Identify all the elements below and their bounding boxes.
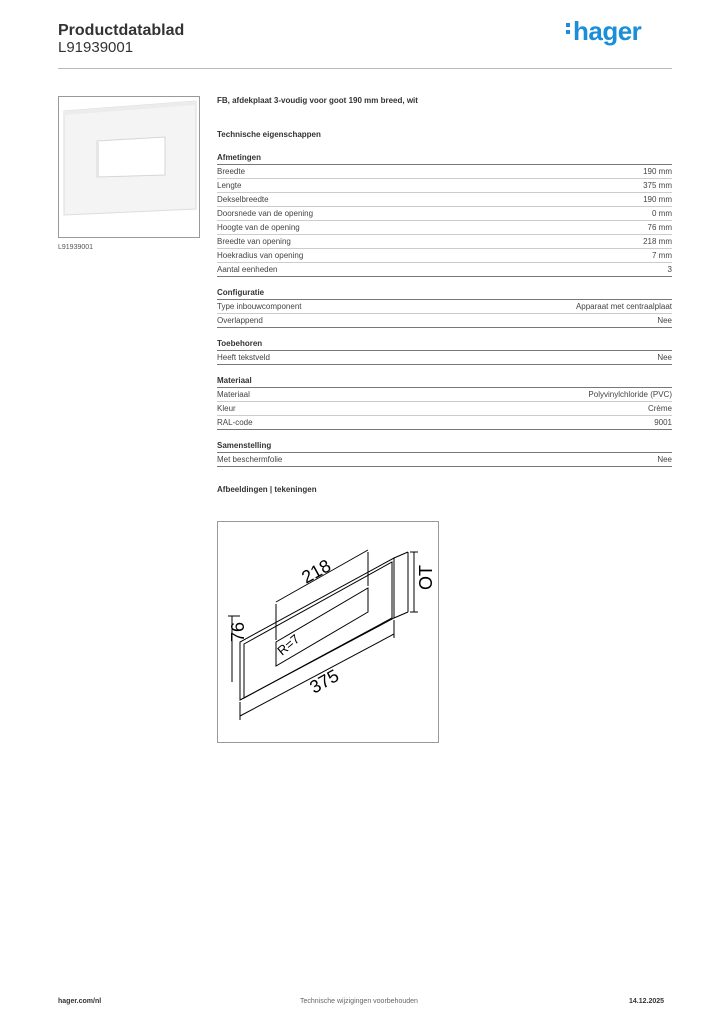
spec-row	[217, 388, 672, 402]
spec-label: Breedte van opening	[217, 237, 291, 246]
technical-drawing	[217, 521, 439, 743]
spec-value: Polyvinylchloride (PVC)	[588, 390, 672, 399]
spec-label: Lengte	[217, 181, 242, 190]
spec-label: Heeft tekstveld	[217, 353, 270, 362]
spec-section	[217, 287, 672, 328]
spec-value: 7 mm	[652, 251, 672, 260]
spec-label: Dekselbreedte	[217, 195, 269, 204]
dim-ot-label: OT	[416, 565, 436, 590]
spec-row	[217, 179, 672, 193]
dim-height-label: 76	[228, 621, 248, 642]
footer-date: 14.12.2025	[629, 998, 665, 1005]
thumbnail-caption: L91939001	[58, 244, 94, 251]
spec-label: Hoogte van de opening	[217, 223, 300, 232]
spec-row	[217, 207, 672, 221]
spec-section	[217, 440, 672, 467]
spec-value: 3	[667, 265, 672, 274]
spec-row	[217, 165, 672, 179]
section-heading: Afmetingen	[217, 152, 672, 165]
spec-label: Aantal eenheden	[217, 265, 278, 274]
spec-label: RAL-code	[217, 418, 253, 427]
spec-label: Breedte	[217, 167, 246, 176]
section-heading: Configuratie	[217, 287, 672, 300]
tech-properties-heading: Technische eigenschappen	[217, 130, 321, 139]
spec-sections	[217, 152, 672, 467]
spec-row	[217, 235, 672, 249]
spec-section	[217, 152, 672, 277]
hager-logo	[566, 16, 641, 47]
spec-label: Met beschermfolie	[217, 455, 283, 464]
images-heading: Afbeeldingen | tekeningen	[217, 485, 317, 494]
footer-disclaimer: Technische wijzigingen voorbehouden	[300, 998, 418, 1005]
dim-length-label: 375	[306, 665, 343, 698]
spec-value: Nee	[657, 353, 672, 362]
spec-label: Overlappend	[217, 316, 263, 325]
logo-text: hager	[573, 16, 642, 46]
spec-row	[217, 193, 672, 207]
spec-row	[217, 249, 672, 263]
spec-row	[217, 351, 672, 365]
spec-section	[217, 338, 672, 365]
spec-label: Kleur	[217, 404, 236, 413]
spec-label: Hoekradius van opening	[217, 251, 304, 260]
spec-value: 190 mm	[643, 195, 672, 204]
dim-radius-label: R=7	[274, 631, 303, 659]
spec-row	[217, 221, 672, 235]
spec-row	[217, 263, 672, 277]
spec-row	[217, 314, 672, 328]
spec-value: Crème	[647, 404, 672, 413]
footer-website: hager.com/nl	[58, 998, 102, 1005]
spec-row	[217, 416, 672, 430]
section-heading: Toebehoren	[217, 338, 672, 351]
product-title: FB, afdekplaat 3-voudig voor goot 190 mm breed, wit	[217, 96, 418, 105]
spec-section	[217, 375, 672, 430]
header-divider	[58, 68, 672, 69]
spec-label: Type inbouwcomponent	[217, 302, 302, 311]
spec-value: 218 mm	[643, 237, 672, 246]
section-heading: Samenstelling	[217, 440, 672, 453]
logo-dots-icon	[566, 20, 571, 37]
spec-value: Nee	[657, 316, 672, 325]
spec-value: 76 mm	[647, 223, 672, 232]
spec-value: Nee	[657, 455, 672, 464]
spec-label: Materiaal	[217, 390, 250, 399]
section-heading: Materiaal	[217, 375, 672, 388]
page-title: Productdatablad	[58, 22, 185, 39]
spec-value: 190 mm	[643, 167, 672, 176]
spec-content	[217, 96, 672, 497]
spec-row	[217, 402, 672, 416]
spec-value: Apparaat met centraalplaat	[575, 302, 672, 311]
spec-row	[217, 300, 672, 314]
dim-width-label: 218	[298, 555, 335, 588]
dimension-drawing	[218, 522, 438, 742]
cover-plate-illustration	[59, 97, 199, 237]
spec-value: 9001	[654, 418, 672, 427]
product-code: L91939001	[58, 39, 134, 56]
spec-value: 375 mm	[643, 181, 672, 190]
product-thumbnail	[58, 96, 200, 238]
spec-row	[217, 453, 672, 467]
spec-label: Doorsnede van de opening	[217, 209, 314, 218]
spec-value: 0 mm	[652, 209, 672, 218]
